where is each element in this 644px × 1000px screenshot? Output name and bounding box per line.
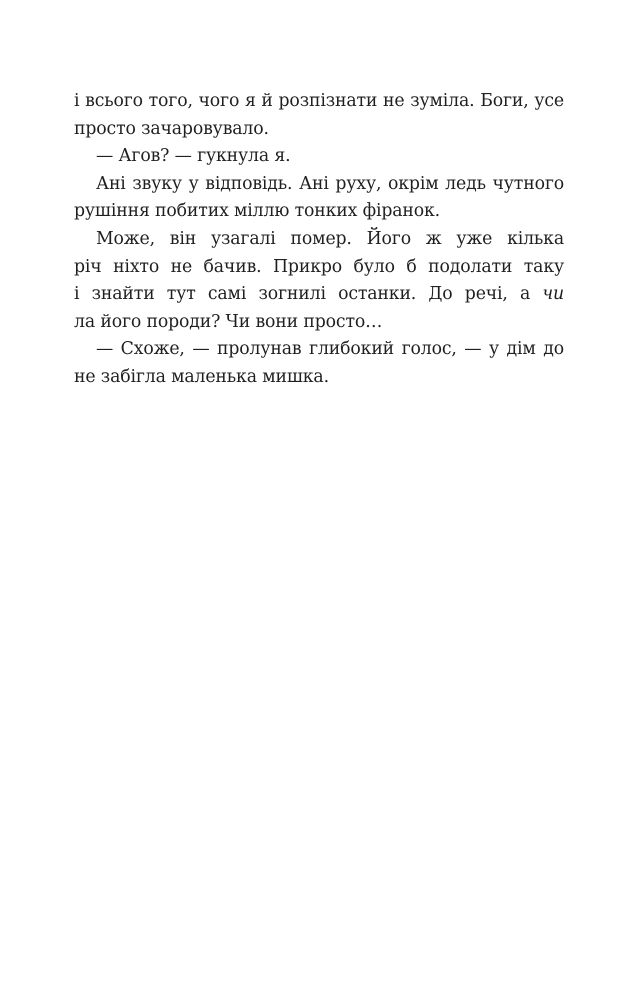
text-line: ла його породи? Чи вони просто…: [74, 311, 383, 332]
text-line: [74, 281, 564, 309]
text-line: річ ніхто не бачив. Прикро було б подолати таку: [74, 256, 564, 277]
text-segment: і знайти тут самі зогнилі останки. До речі, а: [74, 284, 543, 305]
italic-word: чи: [542, 284, 564, 305]
text-line: рушіння побитих міллю тонких фіранок.: [74, 201, 441, 222]
dialogue-line: — Схоже, — пролунав глибокий голос, — у дім до: [96, 339, 564, 360]
text-line: просто зачаровувало.: [74, 118, 269, 139]
text-line: не забігла маленька мишка.: [74, 366, 329, 387]
text-line: і всього того, чого я й розпізнати не зуміла. Боги, усе: [74, 91, 564, 111]
dialogue-line: — Агов? — гукнула я.: [96, 146, 291, 167]
text-line: Ані звуку у відповідь. Ані руху, окрім ледь чутного: [96, 173, 564, 194]
body-text: [74, 88, 564, 392]
text-line: Може, він узагалі помер. Його ж уже кілька: [96, 228, 564, 249]
